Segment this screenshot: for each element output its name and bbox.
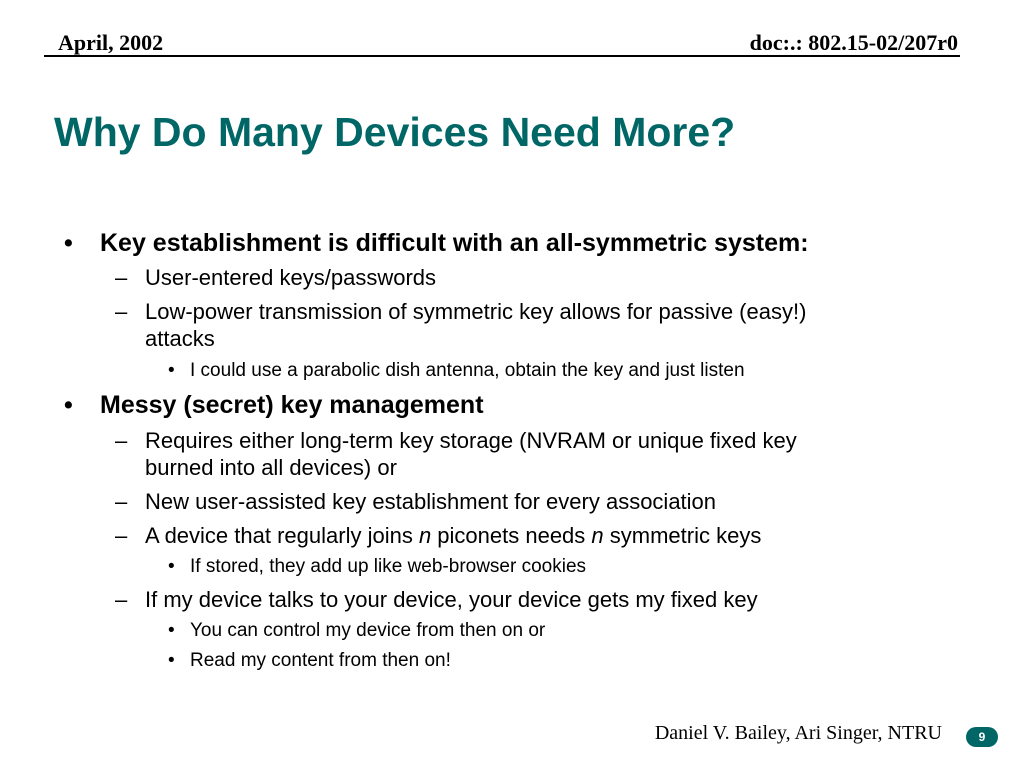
sub-bullet-user-assisted [115,488,717,516]
sub-sub-bullet-text: Read my content from then on! [190,650,451,671]
sub-sub-bullet-read-content [168,649,451,673]
footer-authors: Daniel V. Bailey, Ari Singer, NTRU [654,722,942,744]
sub-bullet-text: Low-power transmission of symmetric key allows for passive (easy!) [145,299,807,324]
dash-marker: – [115,587,128,612]
sub-bullet-text: attacks [145,326,215,351]
sub-sub-bullet-parabolic-dish [168,359,745,383]
bullet-marker: • [168,620,175,641]
dash-marker: – [115,523,128,548]
bullet-text: Key establishment is difficult with an all-symmetric system: [100,229,809,257]
bullet-messy-key-management [64,390,484,420]
sub-bullet-text: Requires either long-term key storage (NVRAM or unique fixed key [145,428,797,453]
sub-bullet-low-power [115,298,807,326]
sub-bullet-long-term-storage-cont [145,454,397,482]
sub-bullet-piconets [115,522,762,550]
bullet-marker: • [64,391,73,419]
sub-bullet-text-b: piconets needs [431,523,592,548]
dash-marker: – [115,428,128,453]
bullet-marker: • [168,360,175,381]
dash-marker: – [115,489,128,514]
sub-bullet-user-entered-keys [115,264,437,292]
page-number-badge: 9 [966,727,998,747]
italic-n: n [591,523,604,548]
italic-n: n [418,523,432,548]
sub-sub-bullet-text: If stored, they add up like web-browser cookies [190,556,587,577]
sub-bullet-text: User-entered keys/passwords [145,265,437,290]
sub-bullet-text-c: symmetric keys [603,523,762,548]
dash-marker: – [115,299,128,324]
sub-bullet-text-a: A device that regularly joins [145,523,419,548]
sub-bullet-text: New user-assisted key establishment for every association [145,489,717,514]
sub-sub-bullet-control-device [168,619,546,643]
sub-bullet-text: burned into all devices) or [145,455,397,480]
bullet-text: Messy (secret) key management [100,391,484,419]
sub-sub-bullet-text: I could use a parabolic dish antenna, obtain the key and just listen [190,360,745,381]
header-date: April, 2002 [58,30,164,55]
sub-bullet-long-term-storage [115,427,797,455]
slide-title: Why Do Many Devices Need More? [54,109,736,155]
sub-bullet-low-power-cont [145,325,215,353]
dash-marker: – [115,265,128,290]
sub-sub-bullet-cookies [168,555,587,579]
sub-sub-bullet-text: You can control my device from then on or [190,620,546,641]
bullet-marker: • [64,229,73,257]
sub-bullet-fixed-key [115,586,758,614]
header-doc-id: doc:.: 802.15-02/207r0 [749,30,958,55]
bullet-marker: • [168,650,175,671]
bullet-key-establishment [64,228,809,258]
sub-bullet-text: If my device talks to your device, your device gets my fixed key [145,587,758,612]
bullet-marker: • [168,556,175,577]
header-rule [44,55,960,57]
